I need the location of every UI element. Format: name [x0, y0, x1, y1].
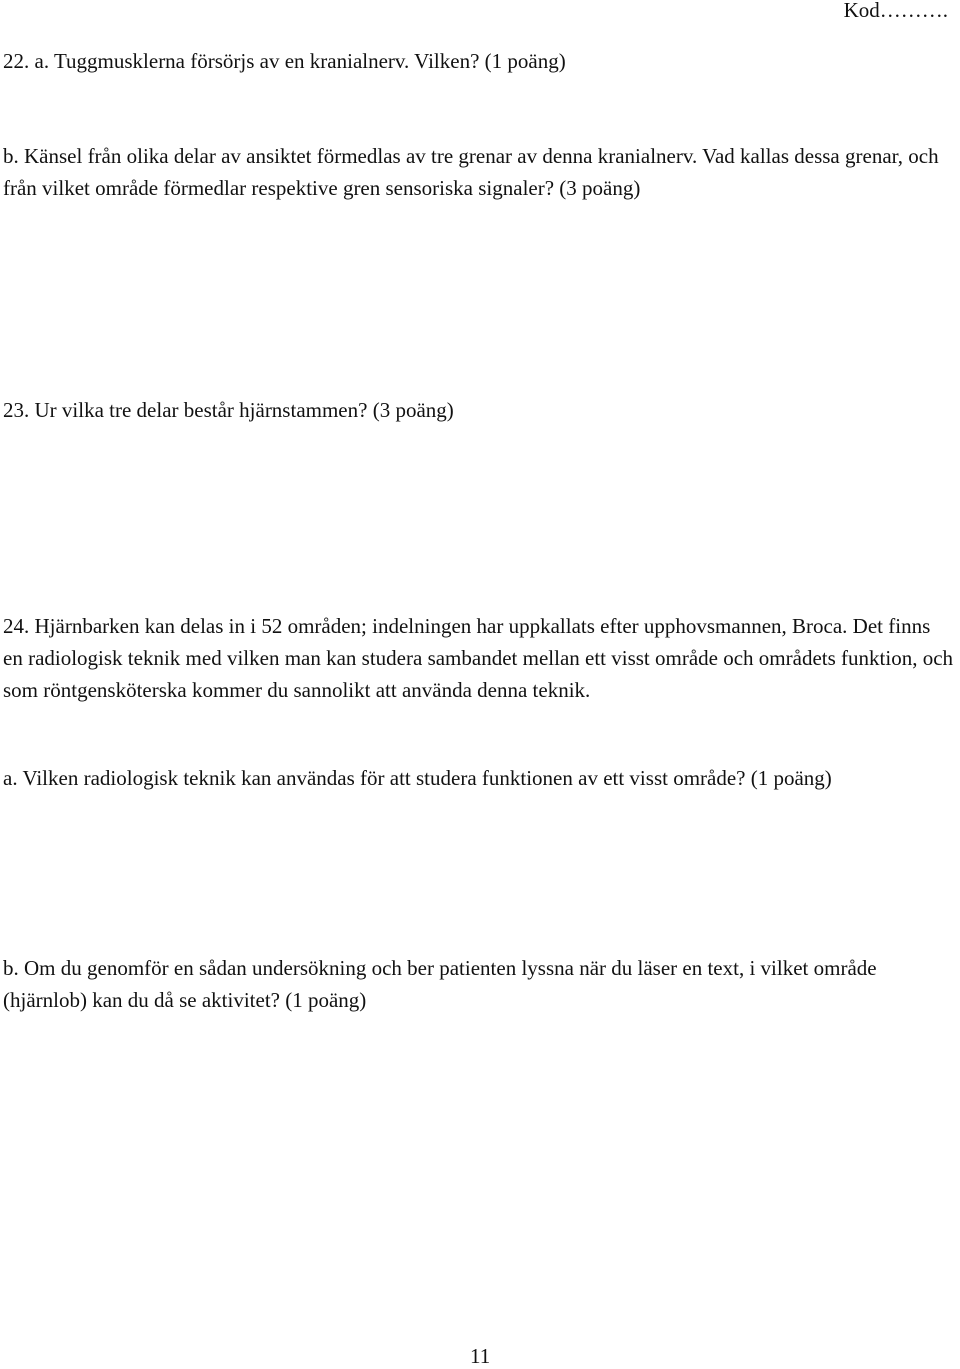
question-24-intro: 24. Hjärnbarken kan delas in i 52 områden; indelningen har uppkallats efter upphovsmannen, Broca. Det finns en radiologisk teknik med vilken man kan studera sambandet mellan ett visst område och områdets funktion, och som röntgensköterska kommer du sannolikt att använda denna teknik.	[3, 614, 954, 702]
code-field-label: Kod……….	[843, 0, 948, 22]
question-23: 23. Ur vilka tre delar består hjärnstammen? (3 poäng)	[3, 398, 454, 422]
question-24a: a. Vilken radiologisk teknik kan användas för att studera funktionen av ett visst område? (1 poäng)	[3, 766, 832, 790]
page-number: 11	[470, 1344, 491, 1368]
question-24b: b. Om du genomför en sådan undersökning och ber patienten lyssna när du läser en text, i vilket område (hjärnlob) kan du då se aktivitet? (1 poäng)	[3, 956, 877, 1012]
question-22a: 22. a. Tuggmusklerna försörjs av en kranialnerv. Vilken? (1 poäng)	[3, 49, 566, 73]
question-22b: b. Känsel från olika delar av ansiktet förmedlas av tre grenar av denna kranialnerv. Vad kallas dessa grenar, och från vilket område förmedlar respektive gren sensoriska signaler? (3 poäng)	[3, 144, 939, 200]
